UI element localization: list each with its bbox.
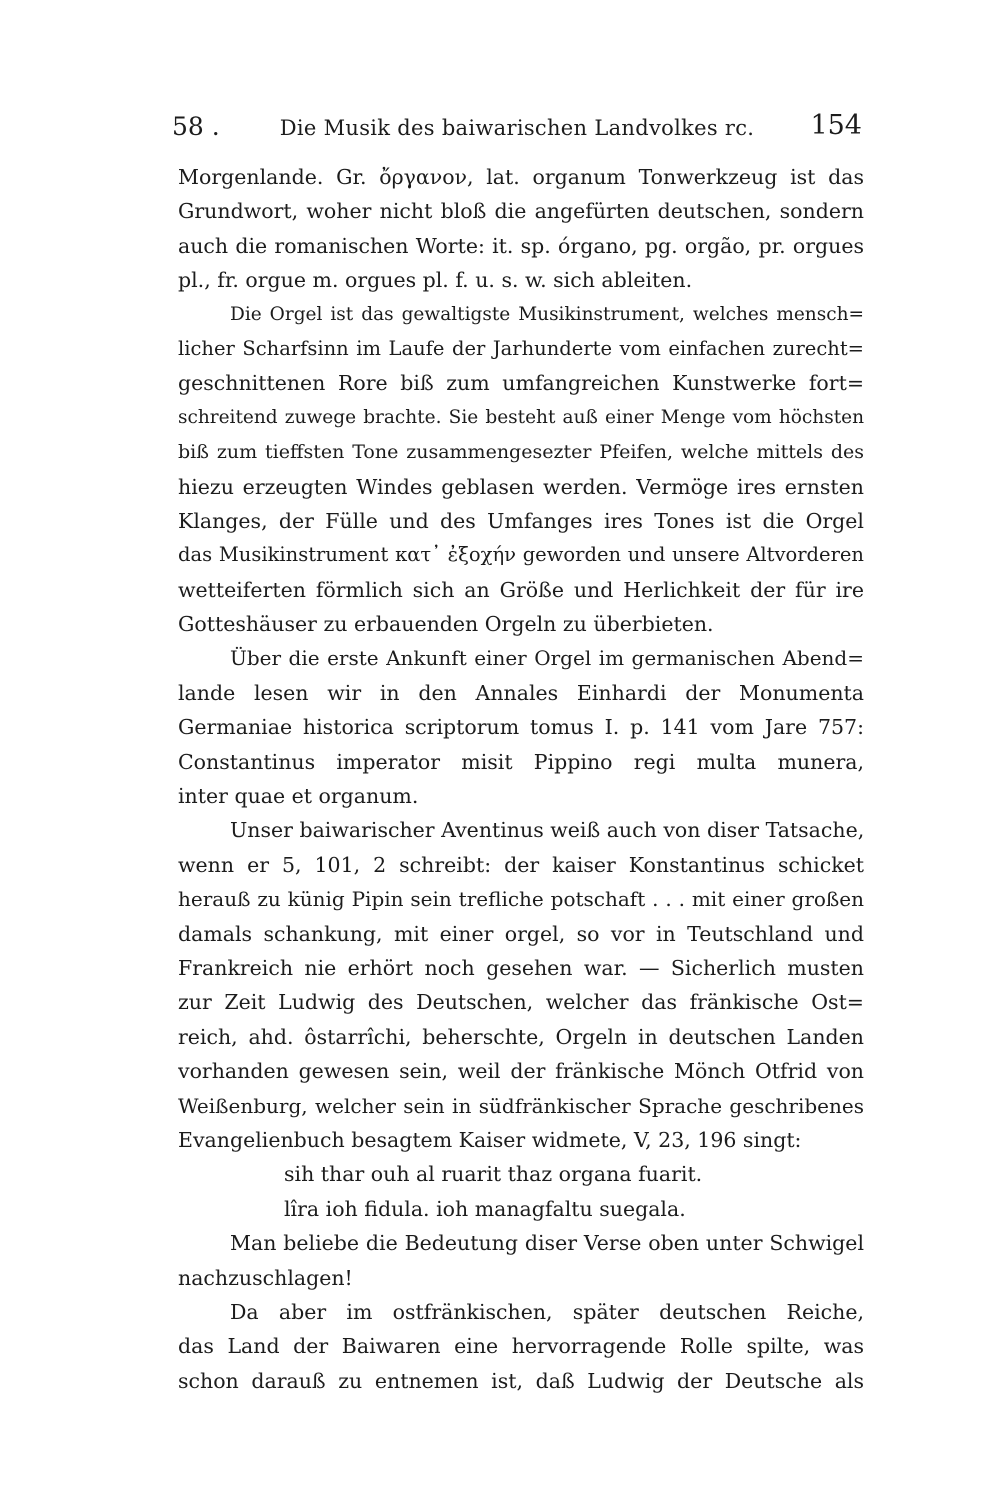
text-line: zur Zeit Ludwig des Deutschen, welcher das fränkische Ost= — [178, 990, 864, 1015]
text-line: vorhanden gewesen sein, weil der fränkische Mönch Otfrid von — [178, 1059, 864, 1084]
text-line: licher Scharfsinn im Laufe der Jarhunderte vom einfachen zurecht= — [178, 336, 864, 360]
verse-line: sih thar ouh al ruarit thaz organa fuarit. — [284, 1162, 703, 1187]
text-line: damals schankung, mit einer orgel, so vor in Teutschland und — [178, 921, 864, 946]
running-header — [172, 108, 862, 144]
text-line: Morgenlande. Gr. ὄργανον, lat. organum Tonwerkzeug ist das — [178, 165, 864, 189]
text-line: das Land der Baiwaren eine hervorragende Rolle spilte, was — [178, 1334, 864, 1359]
page-text — [178, 160, 864, 1398]
text-line: biß zum tieffsten Tone zusammengesezter Pfeifen, welche mittels des — [178, 441, 864, 464]
text-line: Weißenburg, welcher sein in südfränkischer Sprache geschribenes — [178, 1093, 864, 1118]
text-line: nachzuschlagen! — [178, 1265, 353, 1290]
text-line: Die Orgel ist das gewaltigste Musikinstrument, welches mensch= — [230, 303, 864, 325]
running-title: Die Musik des baiwarischen Landvolkes rc. — [279, 116, 755, 140]
text-line: pl., fr. orgue m. orgues pl. f. u. s. w. sich ableiten. — [178, 268, 693, 293]
text-line: Constantinus imperator misit Pippino regi multa munera, — [178, 749, 864, 774]
text-line: Da aber im ostfränkischen, später deutschen Reiche, — [230, 1299, 864, 1324]
text-line: Frankreich nie erhört noch gesehen war. — Sicherlich musten — [178, 955, 864, 980]
text-line: Grundwort, woher nicht bloß die angefürten deutschen, sondern — [178, 199, 864, 224]
text-line: schon darauß zu entnemen ist, daß Ludwig der Deutsche als — [178, 1368, 864, 1393]
text-line: Klanges, der Fülle und des Umfanges ires Tones ist die Orgel — [178, 508, 864, 533]
verse-line: lîra ioh fidula. ioh managfaltu suegala. — [284, 1196, 686, 1221]
text-line: reich, ahd. ôstarrîchi, beherschte, Orgeln in deutschen Landen — [178, 1024, 864, 1049]
text-line: hiezu erzeugten Windes geblasen werden. Vermöge ires ernsten — [178, 474, 864, 499]
text-line: lande lesen wir in den Annales Einhardi der Monumenta — [178, 680, 864, 705]
text-line: auch die romanischen Worte: it. sp. órgano, pg. orgão, pr. orgues — [178, 233, 864, 258]
page-number-left: 58 . — [172, 112, 220, 141]
text-line: Evangelienbuch besagtem Kaiser widmete, V, 23, 196 singt: — [178, 1127, 802, 1152]
text-line: Man beliebe die Bedeutung diser Verse oben unter Schwigel — [230, 1231, 864, 1256]
text-line: Unser baiwarischer Aventinus weiß auch von diser Tatsache, — [230, 818, 864, 843]
text-line: das Musikinstrument κατ᾽ ἐξοχήν geworden und unsere Altvorderen — [178, 543, 864, 567]
text-line: schreitend zuwege brachte. Sie besteht auß einer Menge vom höchsten — [178, 406, 864, 428]
text-line: wenn er 5, 101, 2 schreibt: der kaiser Konstantinus schicket — [178, 852, 864, 877]
page-number-right: 154 — [810, 110, 862, 141]
text-line: Über die erste Ankunft einer Orgel im germanischen Abend= — [230, 646, 864, 671]
text-line: herauß zu künig Pipin sein trefliche potschaft . . . mit einer großen — [178, 887, 864, 912]
text-line: Gotteshäuser zu erbauenden Orgeln zu überbieten. — [178, 612, 714, 637]
text-line: inter quae et organum. — [178, 784, 419, 809]
text-line: wetteiferten förmlich sich an Größe und Herlichkeit der für ire — [178, 577, 864, 602]
text-line: geschnittenen Rore biß zum umfangreichen Kunstwerke fort= — [178, 371, 864, 396]
text-line: Germaniae historica scriptorum tomus I. p. 141 vom Jare 757: — [178, 715, 864, 740]
